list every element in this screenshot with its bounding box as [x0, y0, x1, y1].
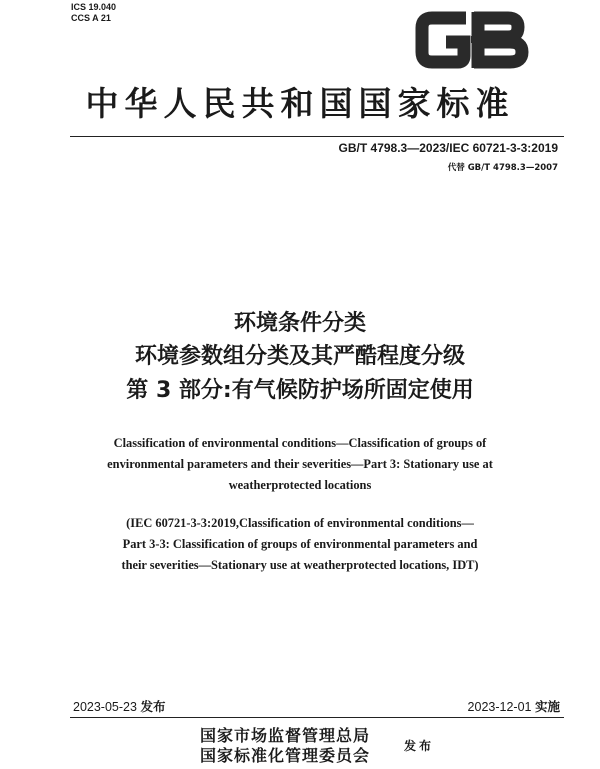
header-divider	[70, 136, 564, 137]
issue-label: 发布	[140, 699, 166, 714]
classification-codes	[71, 2, 116, 24]
replaces-note: 代替 GB/T 4798.3—2007	[447, 163, 558, 173]
gb-logo-graphic	[414, 6, 530, 74]
title-zh-line-1: 环境条件分类	[233, 311, 366, 336]
implement-date: 2023-12-01	[467, 700, 532, 714]
issuer-line-1: 国家市场监督管理总局	[200, 726, 371, 745]
publish-label: 发布	[404, 739, 435, 753]
issue-date-group	[73, 697, 165, 715]
title-en	[80, 433, 520, 496]
title-zh-line-2: 环境参数组分类及其严酷程度分级	[134, 344, 465, 369]
ics-code: ICS 19.040	[71, 2, 117, 12]
title-zh-line-3: 第 3 部分:有气候防护场所固定使用	[126, 378, 474, 403]
issuer-line-2: 国家标准化管理委员会	[200, 746, 371, 765]
issue-date: 2023-05-23	[73, 700, 137, 714]
implement-label: 实施	[534, 699, 560, 714]
title-en-line-1: Classification of environmental conditions—Classification of groups of	[113, 436, 487, 450]
adoption-line-1: (IEC 60721-3-3:2019,Classification of environmental conditions—	[126, 516, 474, 530]
adoption-line-2: Part 3-3: Classification of groups of environmental parameters and	[122, 537, 478, 551]
implement-date-group	[468, 697, 560, 715]
title-en-line-2: environmental parameters and their severities—Part 3: Stationary use at	[107, 457, 493, 471]
standard-number: GB/T 4798.3—2023/IEC 60721-3-3:2019	[338, 141, 558, 155]
footer-divider	[70, 717, 564, 718]
standard-title: 中华人民共和国国家标准	[85, 84, 515, 123]
title-en-line-3: weatherprotected locations	[228, 478, 372, 492]
ccs-code: CCS A 21	[71, 13, 111, 23]
gb-logo	[414, 6, 530, 74]
adoption-note	[80, 513, 520, 576]
adoption-line-3: their severities—Stationary use at weatherprotected locations, IDT)	[121, 558, 479, 572]
